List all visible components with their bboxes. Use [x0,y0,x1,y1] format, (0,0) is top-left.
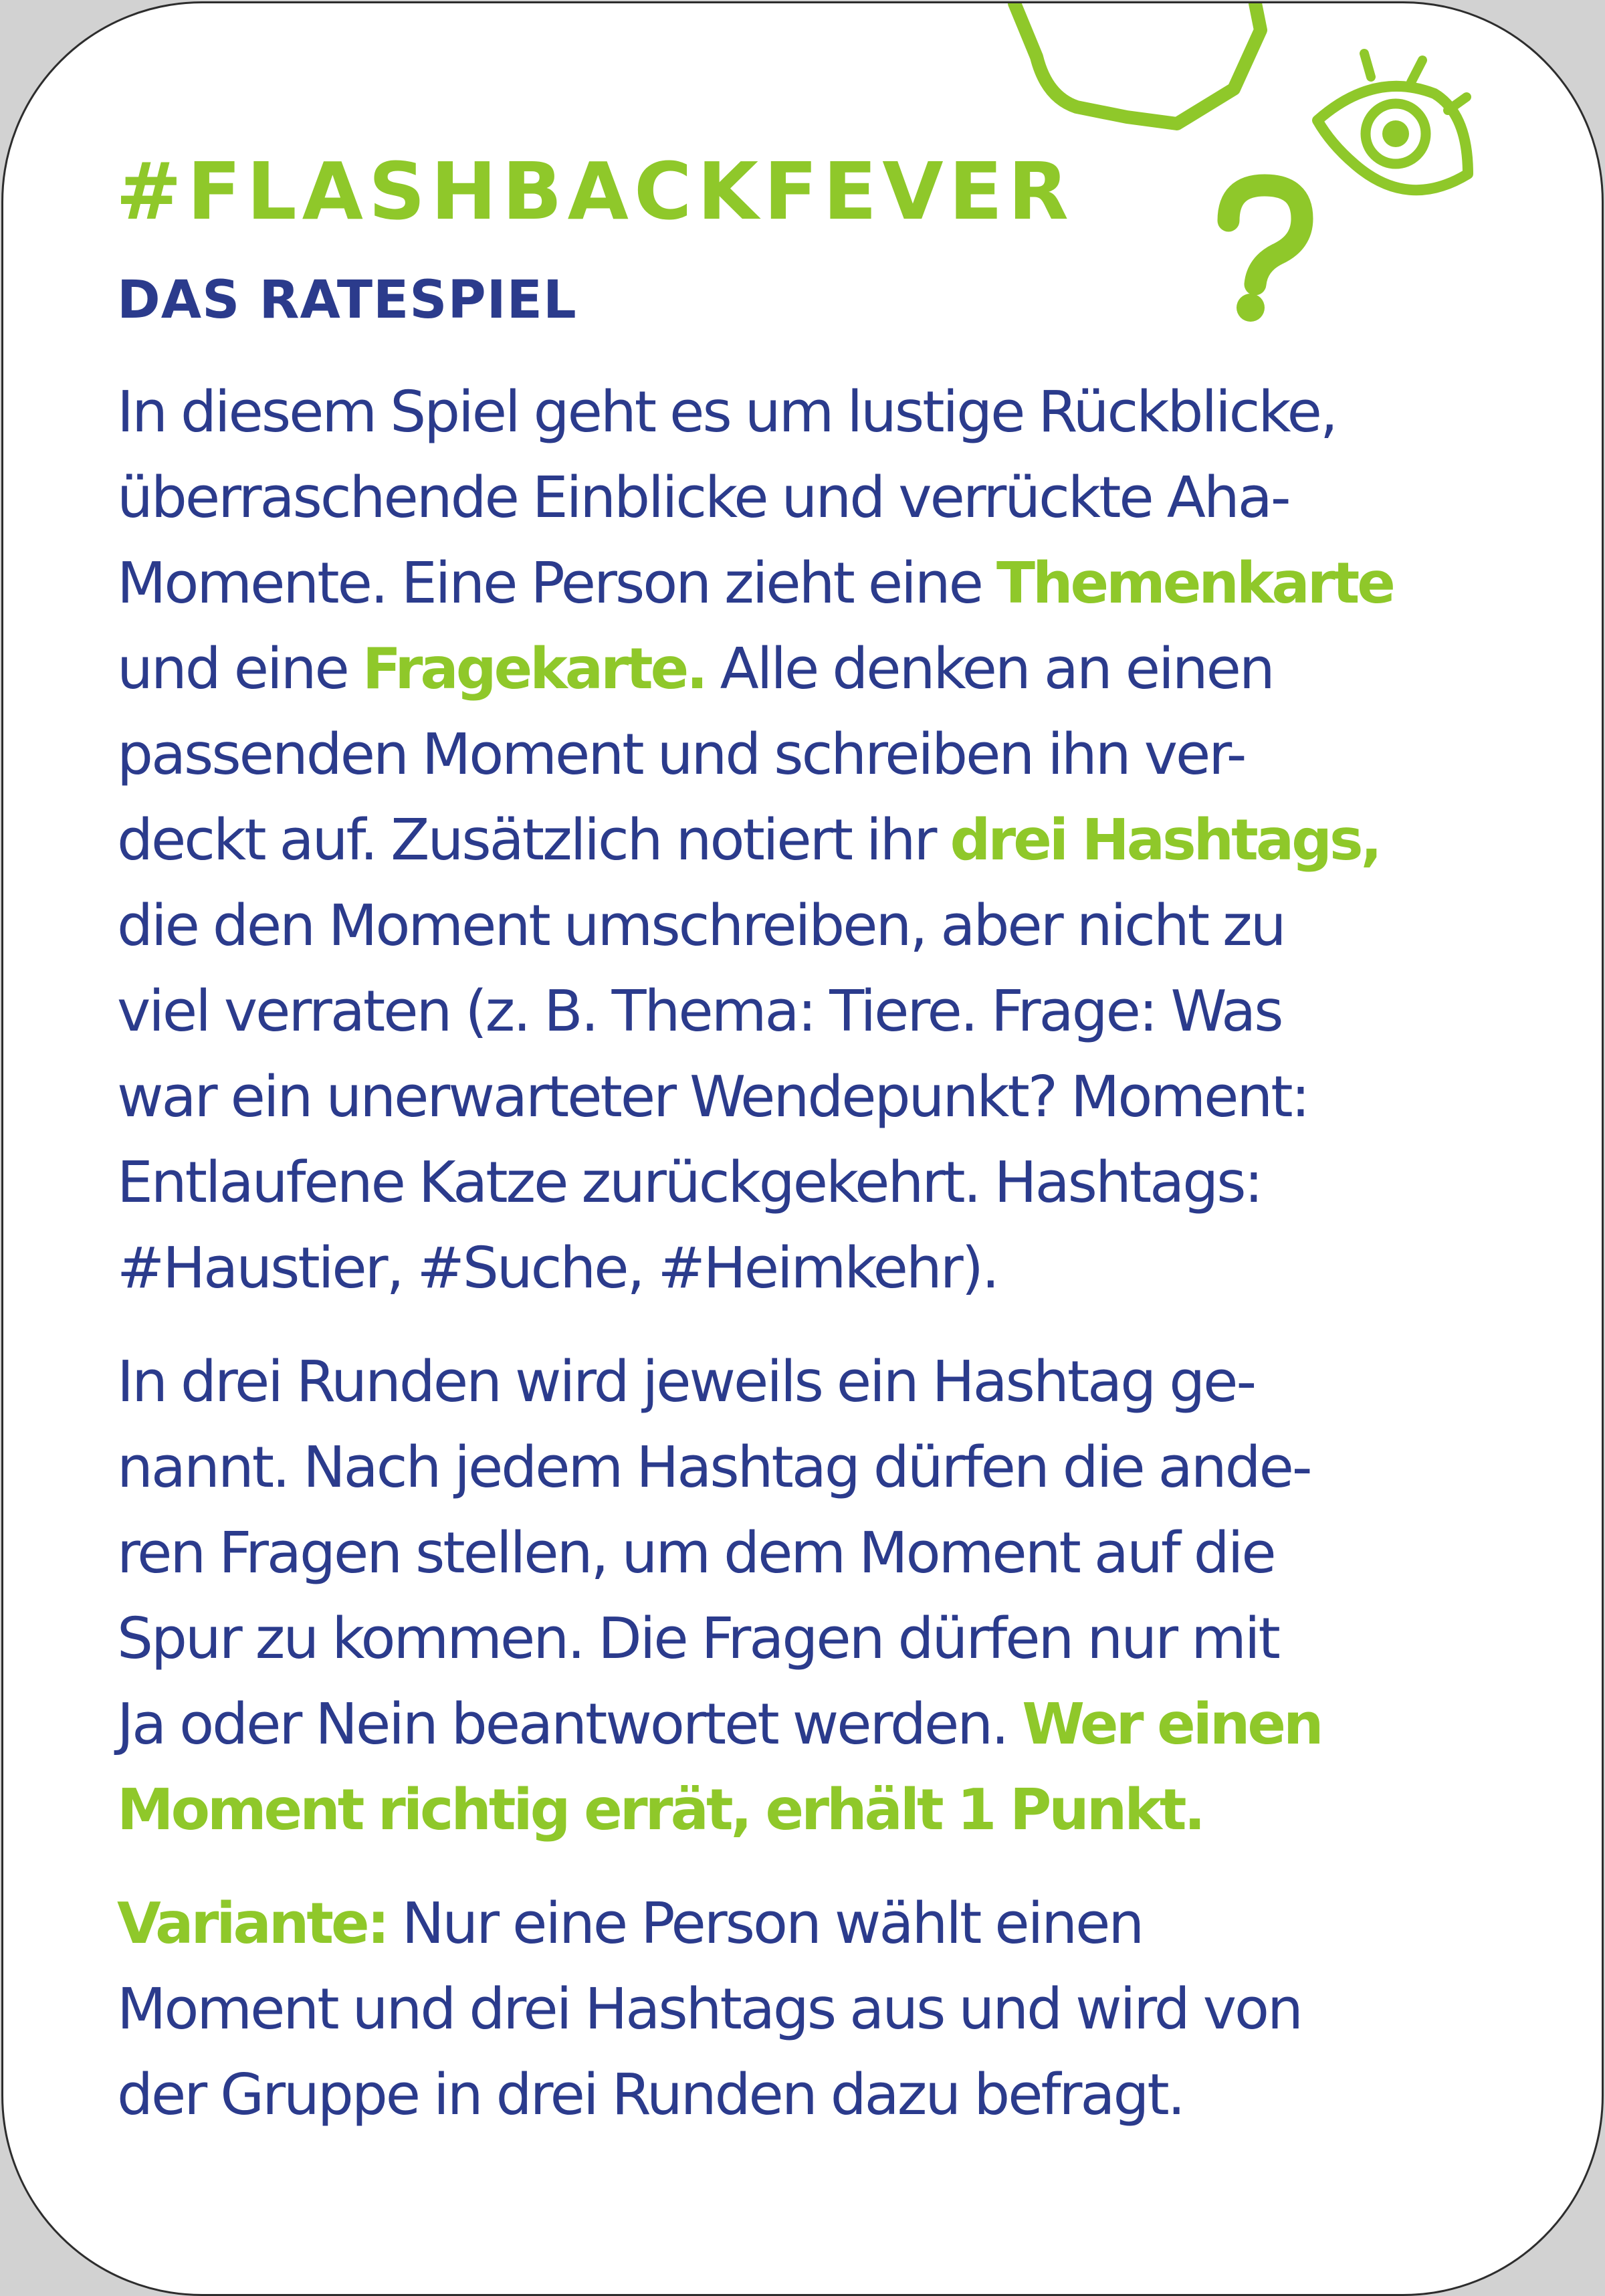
game-card [1,1,1604,2296]
card-body-text [117,370,1535,2138]
highlight-scoring-line: Moment richtig errät, erhält 1 Punkt. [117,1777,1203,1843]
text-segment: Ja oder Nein beantwortet werden. [117,1691,1023,1758]
highlight-scoring: Wer einen [1022,1691,1321,1758]
text-line [117,798,1535,883]
eye-icon [1317,54,1468,190]
text-line: #Haustier, #Suche, #Heimkehr). [117,1235,998,1301]
question-mark-icon [1228,185,1302,322]
text-line: In drei Runden wird jeweils ein Hashtag ge- [117,1349,1255,1415]
text-line: Spur zu kommen. Die Fragen dürfen nur mit [117,1606,1279,1672]
text-segment: deckt auf. Zusätzlich notiert ihr [117,807,950,873]
speech-bubble-icon [1014,3,1261,124]
paragraph-gap [117,1853,1535,1881]
paragraph-variant [117,1881,1535,2138]
text-line: passenden Moment und schreiben ihn ver- [117,722,1245,788]
text-line: die den Moment umschreiben, aber nicht zu [117,893,1285,959]
text-line: überraschende Einblicke und verrückte Aha- [117,465,1289,531]
card-title: #FLASHBACKFEVER [116,145,1075,237]
variant-label: Variante: [117,1891,387,1957]
text-line [117,1881,1535,1967]
highlight-fragekarte: Fragekarte. [362,636,706,702]
text-line: Moment und drei Hashtags aus und wird von [117,1976,1301,2043]
text-line [117,1682,1535,1768]
text-line: In diesem Spiel geht es um lustige Rückblicke, [117,379,1336,445]
card-subtitle: DAS RATESPIEL [117,270,577,330]
paragraph-rules [117,370,1535,1312]
text-line: war ein unerwarteter Wendepunkt? Moment: [117,1064,1309,1130]
text-line: der Gruppe in drei Runden dazu befragt. [117,2062,1184,2128]
paragraph-rounds [117,1340,1535,1853]
text-line: ren Fragen stellen, um dem Moment auf die [117,1520,1275,1586]
paragraph-gap [117,1312,1535,1340]
text-segment: Alle denken an einen [705,636,1273,702]
highlight-themenkarte: Themenkarte [996,550,1393,617]
text-line [117,627,1535,712]
text-line [117,541,1535,627]
text-segment: Momente. Eine Person zieht eine [117,550,996,617]
text-segment: Nur eine Person wählt einen [387,1891,1143,1957]
text-line: Entlaufene Katze zurückgekehrt. Hashtags: [117,1150,1262,1216]
highlight-drei-hashtags: drei Hashtags, [950,807,1380,873]
text-line: viel verraten (z. B. Thema: Tiere. Frage: Was [117,978,1282,1045]
text-segment: und eine [117,636,362,702]
text-line: nannt. Nach jedem Hashtag dürfen die ande- [117,1435,1311,1501]
